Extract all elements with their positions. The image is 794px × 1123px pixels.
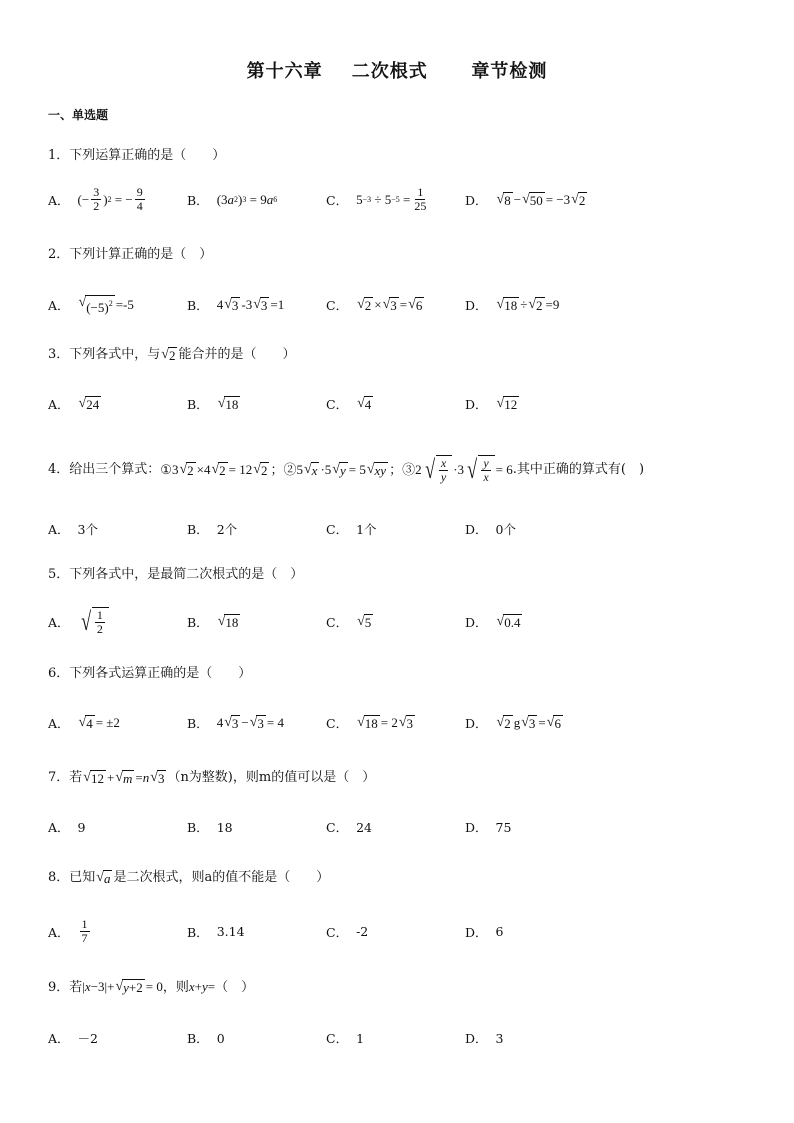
option-b: B． (3 a 2 ) 3 = 9 a 6 bbox=[187, 191, 278, 208]
option-b: B． 18 bbox=[187, 819, 233, 835]
option-c: C． 1个 bbox=[326, 522, 377, 537]
option-b: B． √ 18 bbox=[187, 396, 239, 412]
option-a: A． $\frac{1}{7}$ bbox=[48, 917, 88, 945]
option-b: B． 4 √ 3 − √ 3 = 4 bbox=[187, 715, 284, 731]
option-c: C． -2 bbox=[326, 924, 369, 940]
question-text: 下列运算正确的是（ ） bbox=[69, 148, 226, 163]
option-b: B． √ 18 bbox=[187, 614, 239, 630]
question-5: 5．下列各式中，是最简二次根式的是（ ） A． √ $\frac{1}{2}$ B． √ 18 C． √ 5 D． √ 0.4 bbox=[48, 565, 748, 585]
option-a: A． (− $\frac{3}{2}$ ) 2 = − $\frac{9}{4}$ bbox=[48, 185, 143, 213]
option-a: A． √ 4 = ±2 bbox=[48, 715, 120, 731]
option-c: C． √ 5 bbox=[326, 614, 372, 630]
option-c: C． 1 bbox=[326, 1030, 365, 1046]
question-number: 1． bbox=[48, 148, 70, 163]
option-c: C． √ 18 = 2 √ 3 bbox=[326, 715, 414, 731]
question-7: 7．若 √ 12 + √ m = n √ 3 （n为整数)，则m的值可以是（ ） A． 9 B． 18 C． 24 D． 75 bbox=[48, 768, 748, 788]
option-d: D． √ 12 bbox=[465, 396, 518, 412]
option-a: A． √ $(-5)^2$ =-5 bbox=[48, 295, 134, 315]
question-4: 4． 给出三个算式： ①3 √ 2 ×4 √ 2 = 12 √ 2 ；②5 √ x ·5 √ y = 5 √ xy ；③2 √ $\frac{x}{y}$ ·3 √ $\frac{y}{x}$ = 6 .其中正确的算式有( ) A． 3个 B． 2个 C． 1个 D． 0个 bbox=[48, 455, 645, 537]
question-3: 3．下列各式中，与 √ 2 能合并的是（ ） A． √ 24 B． √ 18 C． √ 4 D． √ 12 bbox=[48, 345, 748, 365]
option-d: D． 0个 bbox=[465, 522, 516, 537]
option-d: D． √ 18 ÷ √ 2 =9 bbox=[465, 297, 560, 313]
option-c: C． 24 bbox=[326, 819, 372, 835]
option-c: C． 5 −3 ÷ 5 −5 = $\frac{1}{25}$ bbox=[326, 185, 427, 213]
option-b: B． 0 bbox=[187, 1030, 225, 1046]
option-d: D． 3 bbox=[465, 1030, 504, 1046]
option-b: B． 2个 bbox=[187, 522, 238, 537]
option-d: D． √ 0.4 bbox=[465, 614, 521, 630]
question-text: 下列计算正确的是（ ） bbox=[69, 247, 213, 262]
question-2 bbox=[48, 245, 748, 315]
option-a: A． √ 24 bbox=[48, 396, 100, 412]
question-6: 6．下列各式运算正确的是（ ） A． √ 4 = ±2 B． 4 √ 3 − √ 3 = 4 C． √ 18 = 2 √ 3 D． √ 2 g √ 3 = √ 6 bbox=[48, 664, 748, 684]
question-8: 8．已知 √ a 是二次根式，则a的值不能是（ ） A． $\frac{1}{7}$ B． 3.14 C． -2 D． 6 bbox=[48, 868, 748, 888]
option-b: B． 4 √ 3 -3 √ 3 =1 bbox=[187, 297, 285, 313]
option-a: A． 9 bbox=[48, 819, 86, 835]
option-d: D． √ 2 g √ 3 = √ 6 bbox=[465, 715, 561, 731]
question-9: 9．若| x −3|+ √ y+2 = 0，则 x + y =（ ） A． －2 B． 0 C． 1 D． 3 bbox=[48, 977, 748, 997]
page-title: 第十六章 二次根式 章节检测 bbox=[246, 61, 548, 82]
question-number: 2． bbox=[48, 247, 70, 262]
section-heading: 一、单选题 bbox=[48, 108, 109, 122]
option-d: D． √ 8 − √ 50 = −3 √ 2 bbox=[465, 191, 586, 208]
option-a: A． √ $\frac{1}{2}$ bbox=[48, 607, 187, 637]
option-d: D． 6 bbox=[465, 924, 504, 940]
option-c: C． √ 4 bbox=[326, 396, 372, 412]
option-d: D． 75 bbox=[465, 819, 512, 835]
option-b: B． 3.14 bbox=[187, 924, 245, 940]
option-a: A． －2 bbox=[48, 1031, 98, 1046]
option-c: C． √ 2 × √ 3 = √ 6 bbox=[326, 297, 423, 313]
question-1 bbox=[48, 146, 748, 213]
option-a: A． 3个 bbox=[48, 522, 98, 537]
